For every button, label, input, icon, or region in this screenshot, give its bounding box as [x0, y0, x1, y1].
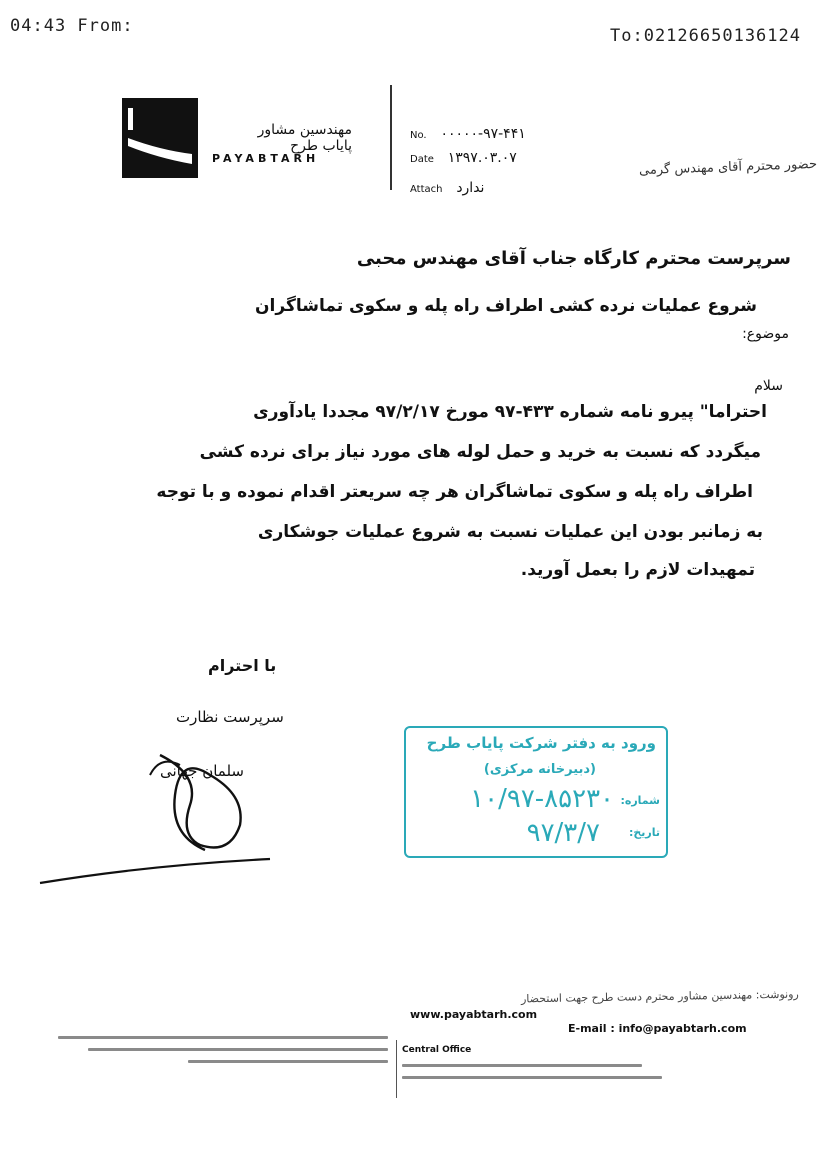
footer-address-fa-blurred [58, 1036, 388, 1072]
body-line-1: احتراما" پیرو نامه شماره ۴۳۳-۹۷ مورخ ۹۷/۲/۱۷ مجددا یادآوری [253, 402, 767, 422]
letter-date-label: Date [410, 154, 434, 165]
letter-attachment-row [410, 180, 484, 196]
carbon-copy-note: رونوشت: مهندسین مشاور محترم دست طرح جهت استحضار [521, 987, 800, 1006]
fax-recipient-number: To:02126650136124 [610, 26, 801, 46]
letter-number-label: No. [410, 130, 427, 141]
header-divider [390, 85, 392, 190]
body-line-4: به زمانبر بودن این عملیات نسبت به شروع عملیات جوشکاری [257, 522, 763, 542]
company-name-fa: مهندسین مشاور پایاب طرح [257, 122, 352, 154]
letter-attachment-label: Attach [410, 184, 443, 195]
handwritten-header-note: حضور محترم آقای مهندس گرمی [638, 156, 818, 179]
letter-date-row [410, 150, 517, 166]
letter-number-row [410, 126, 526, 142]
company-name-en: PAYABTARH [212, 152, 320, 165]
stamp-date-label: تاریخ: [628, 826, 660, 839]
stamp-number-value: ۱۰/۹۷-۸۵۲۳۰ [470, 784, 614, 814]
letter-date-value: ۱۳۹۷.۰۳.۰۷ [447, 150, 517, 166]
stamp-subtitle: (دبیرخانه مرکزی) [483, 762, 596, 777]
fax-time-from: 04:43 From: [10, 16, 134, 36]
footer-divider [396, 1040, 397, 1098]
company-logo [122, 98, 198, 178]
body-line-3: اطراف راه پله و سکوی تماشاگران هر چه سریعتر اقدام نموده و با توجه [156, 482, 753, 502]
stamp-title: ورود به دفتر شرکت پایاب طرح [426, 734, 656, 752]
footer-central-office-label: Central Office [402, 1045, 472, 1055]
footer-address-en-blurred [402, 1064, 672, 1088]
receipt-stamp [404, 726, 668, 858]
body-line-5: تمهیدات لازم را بعمل آورید. [520, 560, 755, 580]
letter-recipient: سرپرست محترم کارگاه جناب آقای مهندس محبی [356, 248, 791, 269]
body-line-2: میگردد که نسبت به خرید و حمل لوله های مورد نیاز برای نرده کشی [199, 442, 761, 462]
signer-title: سرپرست نظارت [176, 708, 284, 726]
footer-website: www.payabtarh.com [410, 1008, 538, 1021]
stamp-date-value: ۹۷/۳/۷ [526, 818, 600, 848]
subject-label: موضوع: [742, 326, 789, 342]
letter-salutation: سلام [754, 378, 783, 394]
letter-attachment-value: ندارد [456, 180, 485, 196]
stamp-number-label: شماره: [620, 794, 660, 807]
letter-subject: شروع عملیات نرده کشی اطراف راه پله و سکوی تماشاگران [255, 296, 757, 316]
footer-email: E-mail : info@payabtarh.com [568, 1022, 747, 1035]
letter-number-value: ۰۰۰۰۰-۹۷-۴۴۱ [440, 126, 526, 142]
signer-name: سلمان جهانی [160, 762, 244, 780]
letter-closing: با احترام [208, 656, 277, 675]
handwritten-signature [30, 735, 330, 895]
